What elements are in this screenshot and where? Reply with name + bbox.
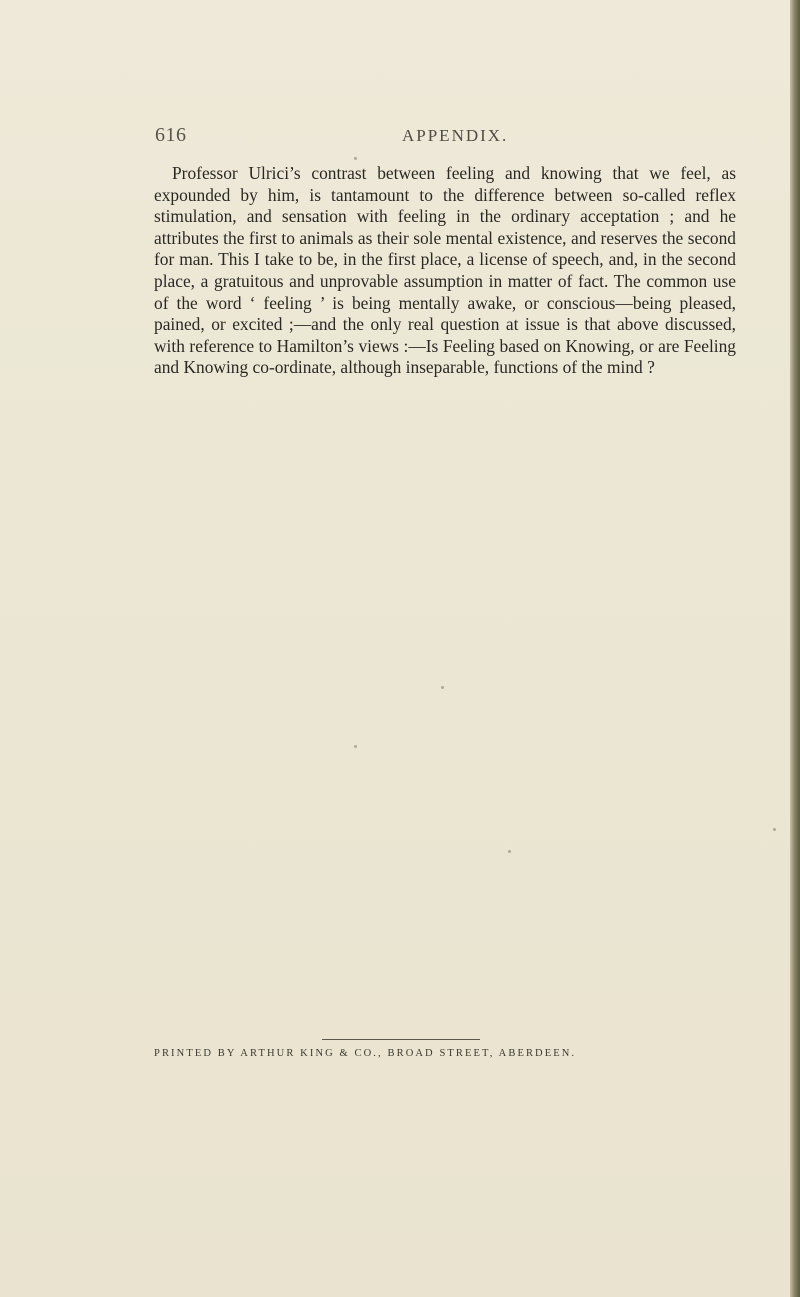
paper-speck bbox=[354, 745, 357, 748]
paper-speck bbox=[773, 828, 776, 831]
paper-speck bbox=[354, 157, 357, 160]
page-header bbox=[155, 124, 735, 148]
paper-speck bbox=[508, 850, 511, 853]
running-head: APPENDIX. bbox=[402, 126, 509, 145]
footer-rule bbox=[322, 1039, 480, 1040]
printer-imprint: PRINTED BY ARTHUR KING & CO., BROAD STREET, ABERDEEN. bbox=[154, 1048, 577, 1059]
page-edge-shadow bbox=[790, 0, 800, 1297]
paper-speck bbox=[441, 686, 444, 689]
page-number: 616 bbox=[155, 124, 187, 146]
body-paragraph: Professor Ulrici’s contrast between feeling and knowing that we feel, as expounded by him, is tantamount to the difference between so-called reflex stimulation, and sensation with feeling in the ordinary acceptation ; and he attributes the first to animals as their sole mental existence, and reserves the second for man. This I take to be, in the first place, a license of speech, and, in the second place, a gratuitous and unprovable assumption in matter of fact. The common use of the word ‘ feeling ’ is being mentally awake, or conscious—being pleased, pained, or excited ;—and the only real question at issue is that above discussed, with reference to Hamilton’s views :—Is Feeling based on Knowing, or are Feeling and Knowing co-ordinate, although inseparable, functions of the mind ? bbox=[154, 163, 736, 378]
